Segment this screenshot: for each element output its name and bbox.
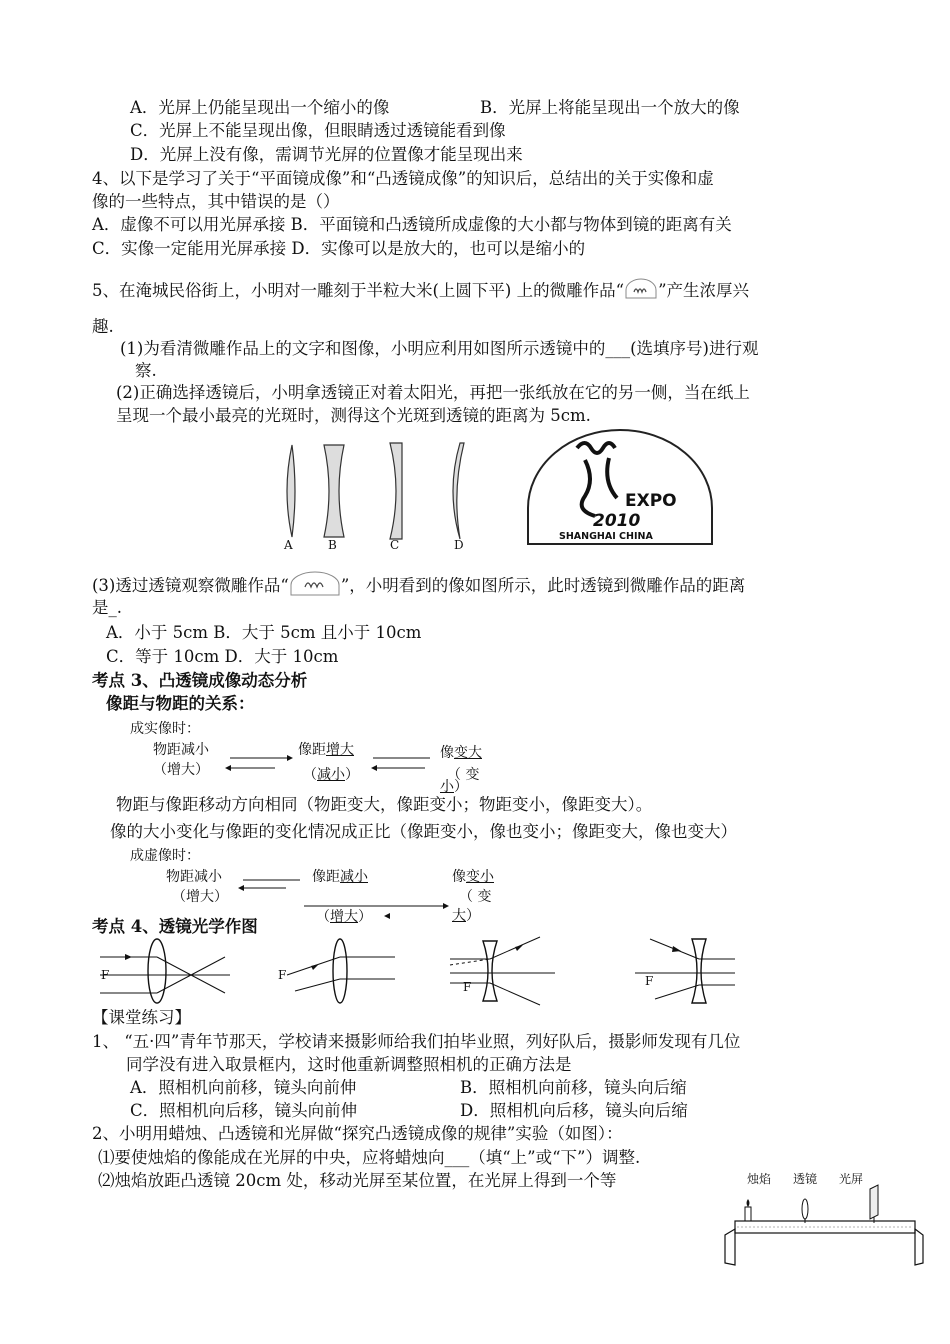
- q5-stem-part2: ”产生浓厚兴: [658, 281, 749, 300]
- focus-label-2: F: [278, 968, 287, 982]
- q5-part3-line2: 是_.: [92, 598, 122, 617]
- concave-lens-4: [692, 939, 706, 1003]
- ray-diagram-4: [635, 939, 735, 1003]
- micro-carving-icon: [624, 278, 658, 300]
- bench-label-screen: 光屏: [839, 1172, 864, 1186]
- lens-d-shape: [453, 443, 464, 539]
- virtual-image-distance-alt: （增大）: [316, 909, 372, 925]
- q5-part3-text1: (3)透过透镜观察微雕作品“: [92, 576, 289, 595]
- virtual-image-distance: 像距减小: [312, 869, 368, 885]
- q5-part1-line2: 察.: [135, 361, 157, 380]
- convex-lens-2: [333, 939, 347, 1003]
- point3-title: 考点 3、凸透镜成像动态分析: [92, 671, 308, 690]
- practice-q1-option-d: D．照相机向后移，镜头向后缩: [460, 1101, 688, 1120]
- lens-label-b: B: [328, 538, 337, 552]
- q3-option-c: C．光屏上不能呈现出像，但眼睛透过透镜能看到像: [130, 121, 506, 140]
- q4-stem-line2: 像的一些特点，其中错误的是（）: [92, 192, 340, 211]
- q5-part3-options-cd: C．等于 10cm D．大于 10cm: [106, 647, 339, 666]
- virtual-image-size-alt-2: 大）: [452, 908, 480, 924]
- virtual-object-distance: 物距减小: [166, 869, 222, 885]
- real-image-size-alt: （ 变: [447, 767, 480, 783]
- lens-a-shape: [287, 445, 295, 537]
- expo-figure-shape: [577, 443, 615, 453]
- expo-text: EXPO: [625, 491, 677, 511]
- q5-stem: [92, 278, 749, 302]
- bench-label-candle: 烛焰: [747, 1172, 772, 1186]
- real-object-distance: 物距减小: [153, 742, 209, 758]
- virtual-image-label: 成虚像时：: [130, 848, 200, 864]
- lens-b-shape: [324, 445, 344, 537]
- practice-header: 【课堂练习】: [92, 1008, 191, 1027]
- ray-diagram-2: [278, 939, 395, 1003]
- expo-year: 2010: [593, 511, 641, 531]
- practice-q2-part2: ⑵烛焰放距凸透镜 20cm 处，移动光屏至某位置，在光屏上得到一个等: [98, 1171, 617, 1190]
- q5-stem-end: 趣.: [92, 317, 114, 336]
- ray-diagram-1: [100, 939, 230, 1003]
- q3-option-b: B．光屏上将能呈现出一个放大的像: [480, 98, 740, 117]
- practice-q1-option-c: C．照相机向后移，镜头向前伸: [130, 1101, 358, 1120]
- practice-q2-stem: 2、小明用蜡烛、凸透镜和光屏做“探究凸透镜成像的规律”实验（如图）：: [92, 1124, 623, 1143]
- point4-title: 考点 4、透镜光学作图: [92, 917, 258, 936]
- candle-flame: [747, 1199, 750, 1207]
- q3-option-d: D．光屏上没有像，需调节光屏的位置像才能呈现出来: [130, 145, 523, 164]
- q5-part2-line2: 呈现一个最小最亮的光斑时，测得这个光斑到透镜的距离为 5cm.: [116, 406, 591, 425]
- q5-part1-line1: (1)为看清微雕作品上的文字和图像，小明应利用如图所示透镜中的___(选填序号)进行观: [120, 339, 759, 358]
- candle: [745, 1207, 751, 1221]
- focus-label-1: F: [101, 968, 110, 982]
- expo-carving-figure: [525, 428, 715, 546]
- q4-stem-line1: 4、以下是学习了关于“平面镜成像”和“凸透镜成像”的知识后，总结出的关于实像和虚: [92, 169, 714, 188]
- virtual-object-distance-alt: （增大）: [172, 889, 228, 905]
- lens-types-figure: [278, 435, 478, 555]
- rule-direction: 物距与像距移动方向相同（物距变大，像距变小；物距变小，像距变大）。: [116, 795, 653, 814]
- ray-diagram-3: [450, 937, 555, 1005]
- virtual-arrows: [238, 876, 498, 916]
- practice-q2-part1: ⑴要使烛焰的像能成在光屏的中央，应将蜡烛向___（填“上”或“下”）调整.: [98, 1148, 641, 1167]
- ray-diagrams: [95, 935, 695, 1005]
- lens-c-shape: [390, 443, 402, 539]
- q5-part3-options-ab: A．小于 5cm B．大于 5cm 且小于 10cm: [106, 623, 422, 642]
- bench-screen: [870, 1185, 878, 1219]
- real-image-size: 像变大: [440, 745, 482, 761]
- q4-options-cd: C．实像一定能用光屏承接 D．实像可以是放大的，也可以是缩小的: [92, 239, 586, 258]
- bench-label-lens: 透镜: [793, 1172, 818, 1186]
- practice-q1-option-b: B．照相机向前移，镜头向后缩: [460, 1078, 687, 1097]
- practice-q1-line2: 同学没有进入取景框内，这时他重新调整照相机的正确方法是: [126, 1055, 572, 1074]
- q3-option-a: A．光屏上仍能呈现出一个缩小的像: [130, 98, 390, 117]
- optical-bench-figure: [725, 1165, 925, 1275]
- q5-part3-text2: ”，小明看到的像如图所示，此时透镜到微雕作品的距离: [340, 576, 746, 595]
- practice-q1-option-a: A．照相机向前移，镜头向前伸: [130, 1078, 357, 1097]
- virtual-image-size: 像变小: [452, 869, 494, 885]
- lens-label-a: A: [284, 538, 293, 552]
- bench-lens: [802, 1199, 808, 1219]
- focus-label-4: F: [645, 974, 654, 988]
- micro-carving-icon-2: [289, 571, 341, 597]
- real-arrows: [225, 752, 535, 782]
- virtual-image-size-alt: （ 变: [459, 889, 492, 905]
- focus-label-3: F: [463, 980, 472, 994]
- real-image-size-alt-2: 小）: [440, 779, 468, 795]
- concave-lens-3: [483, 941, 497, 1001]
- q4-options-ab: A．虚像不可以用光屏承接 B．平面镜和凸透镜所成虚像的大小都与物体到镜的距离有关: [92, 215, 732, 234]
- expo-city: SHANGHAI CHINA: [559, 531, 653, 542]
- q5-part3-line1: [92, 571, 745, 597]
- q5-part2-line1: (2)正确选择透镜后，小明拿透镜正对着太阳光，再把一张纸放在它的另一侧，当在纸上: [116, 383, 750, 402]
- lens-label-d: D: [454, 538, 464, 552]
- point3-subtitle: 像距与物距的关系：: [106, 694, 255, 713]
- real-image-distance-alt: （减小）: [303, 767, 359, 783]
- real-image-distance: 像距增大: [298, 742, 354, 758]
- real-image-label: 成实像时：: [130, 721, 200, 737]
- rule-size: 像的大小变化与像距的变化情况成正比（像距变小，像也变小；像距变大，像也变大）: [110, 822, 737, 841]
- real-object-distance-alt: （增大）: [153, 762, 209, 778]
- lens-label-c: C: [390, 538, 400, 552]
- practice-q1-line1: 1、 “五·四”青年节那天，学校请来摄影师给我们拍毕业照，列好队后，摄影师发现有几位: [92, 1032, 741, 1051]
- q5-stem-part1: 5、在淹城民俗街上，小明对一雕刻于半粒大米(上圆下平) 上的微雕作品“: [92, 281, 625, 300]
